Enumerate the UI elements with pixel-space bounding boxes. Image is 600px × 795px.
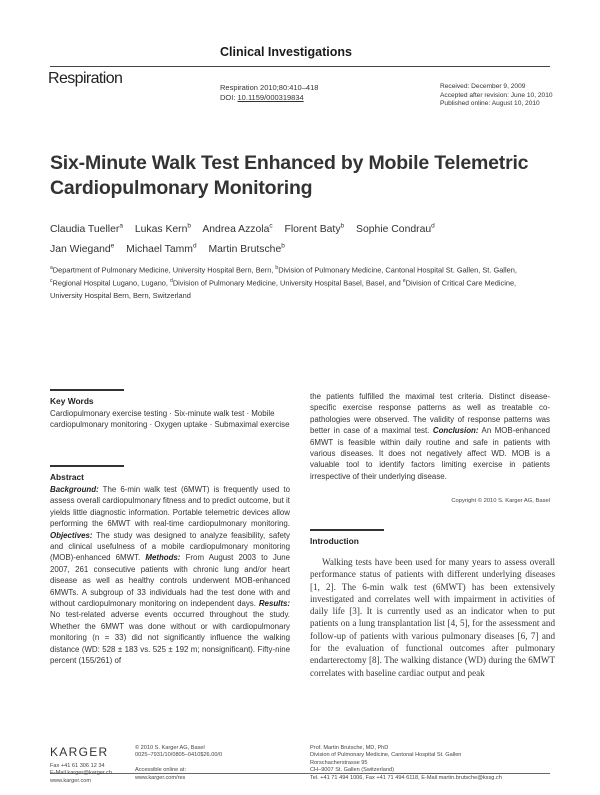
correspondence-city: CH–9007 St. Gallen (Switzerland) <box>310 767 394 774</box>
author: Andrea Azzola$^c$ <box>202 223 273 236</box>
doi-link[interactable]: 10.1159/000319834 <box>237 93 304 102</box>
author: Florent Baty$^b$ <box>284 223 345 236</box>
author-list <box>50 219 550 258</box>
correspondence-contact: Tel. +41 71 494 1006, Fax +41 71 494 6118, E-Mail martin.brutsche@kssg.ch <box>310 774 502 781</box>
publisher-website[interactable]: www.karger.com <box>50 777 92 784</box>
introduction-heading: Introduction <box>310 536 359 546</box>
publisher-logo: KARGER <box>50 745 109 759</box>
publisher-contact <box>50 763 112 785</box>
author: Lukas Kern$^b$ <box>134 223 192 236</box>
publication-info <box>135 745 222 782</box>
abstract-text: Background: The 6-min walk test (6MWT) is frequently used to assess overall cardiopulmonary fitness and to predict outcome, but it yields little diagnostic information. Portable telemetric devices allow performing the 6MWT with real-time cardiopulmonary monitoring. Objectives: The study was designed to analyze feasibility, safety and clinical usefulness of a mobile cardiopulmonary monitoring (MOB)-enhanced 6MWT. Methods: From August 2003 to June 2007, 261 consecutive patients with chronic lung and/or heart disease as well as healthy controls underwent MOB-enhanced 6MWTs. A subgroup of 33 individuals had the test done with and without cardiopulmonary monitoring on independent days. Results: No test-related adverse events occurred throughout the study. Whether the 6MWT was done without or with cardiopulmonary monitoring (n = 33) did not significantly influence the walking distance (WD: 528 ± 183 vs. 525 ± 192 m; nonsignificant). Fifty-nine percent (155/261) of <box>50 485 290 666</box>
footer-copyright: © 2010 S. Karger AG, Basel <box>135 745 205 751</box>
accessible-online-label: Accessible online at: <box>135 767 186 774</box>
journal-logo: Respiration <box>48 70 123 87</box>
section-label: Clinical Investigations <box>220 45 352 59</box>
author: Martin Brutsche$^b$ <box>208 242 285 255</box>
introduction-text: Walking tests have been used for many years to assess overall performance status of patients with different underlying diseases [1, 2]. The 6-min walk test (6MWT) has been extensively investigated and correlates well with impairment in activities of daily life [3]. It is currently used as an indicator when to put patients on a lung transplantation list [4, 5], for the assessment and follow-up of patients with various pulmonary diseases [6, 7] and for the evaluation of functional outcomes after pulmonary endarterectomy [8]. The walking distance (WD) during the 6MWT correlates with baseline cardiac output and peak <box>310 557 555 678</box>
correspondence-department: Division of Pulmonary Medicine, Cantonal Hospital St. Gallen <box>310 752 462 759</box>
published-date: Published online: August 10, 2010 <box>440 100 540 108</box>
correspondence-name: Prof. Martin Brutsche, MD, PhD <box>310 745 389 751</box>
article-title: Six-Minute Walk Test Enhanced by Mobile Telemetric Cardiopulmonary Monitoring <box>50 152 529 199</box>
author: Michael Tamm$^d$ <box>126 242 197 255</box>
author: Claudia Tueller$^a$ <box>50 223 123 236</box>
doi-label: DOI: <box>220 93 238 102</box>
issn: 0025–7931/10/0805–0410$26.00/0 <box>135 752 223 759</box>
keywords-divider <box>50 389 124 391</box>
correspondence-street: Rorschacherstrasse 95 <box>310 759 368 766</box>
affiliations: $^a$Department of Pulmonary Medicine, University Hospital Bern, Bern, $^b$Division of Pulmonary Medicine, Cantonal Hospital St. Gallen, St. Gallen, $^c$Regional Hospital Lugano, Lugano, $^d$Division of Pulmonary Medicine, University Hospital Basel, Basel, and $^e$Division of Critical Care Medicine, University Hospital Bern, Bern, Switzerland <box>50 265 517 300</box>
abstract-continuation: the patients fulfilled the maximal test criteria. Distinct disease-specific exercise response patterns as well as treatable co-pathologies were observed. The validity of response patterns was better in case of a maximal test. Conclusion: An MOB-enhanced 6MWT is feasible within daily routine and safe in patients with various diseases. It does not negatively affect WD. MOB is a valuable tool to identify factors limiting exercise in patients irrespective of their underlying disease. <box>310 392 550 481</box>
author: Sophie Condrau$^d$ <box>356 223 435 236</box>
correspondence-address <box>310 745 502 782</box>
journal-url[interactable]: www.karger.com/res <box>135 774 186 781</box>
accepted-date: Accepted after revision: June 10, 2010 <box>440 91 553 99</box>
keywords-heading: Key Words <box>50 396 94 406</box>
abstract-heading: Abstract <box>50 472 84 482</box>
keywords-text: Cardiopulmonary exercise testing · Six-minute walk test · Mobile cardiopulmonary monitoring · Oxygen uptake · Submaximal exercise <box>50 409 290 430</box>
publisher-email[interactable]: E-Mail karger@karger.ch <box>50 770 112 777</box>
doi <box>220 93 318 103</box>
abstract-copyright: Copyright © 2010 S. Karger AG, Basel <box>451 498 550 504</box>
citation-block <box>220 83 318 103</box>
publication-dates <box>440 83 553 109</box>
author: Jan Wiegand$^e$ <box>50 242 115 255</box>
header-divider <box>50 66 550 67</box>
introduction-divider <box>310 529 384 531</box>
citation: Respiration 2010;80:410–418 <box>220 83 319 92</box>
received-date: Received: December 9, 2009 <box>440 83 526 90</box>
publisher-fax: Fax +41 61 306 12 34 <box>50 763 105 769</box>
abstract-divider <box>50 465 124 467</box>
